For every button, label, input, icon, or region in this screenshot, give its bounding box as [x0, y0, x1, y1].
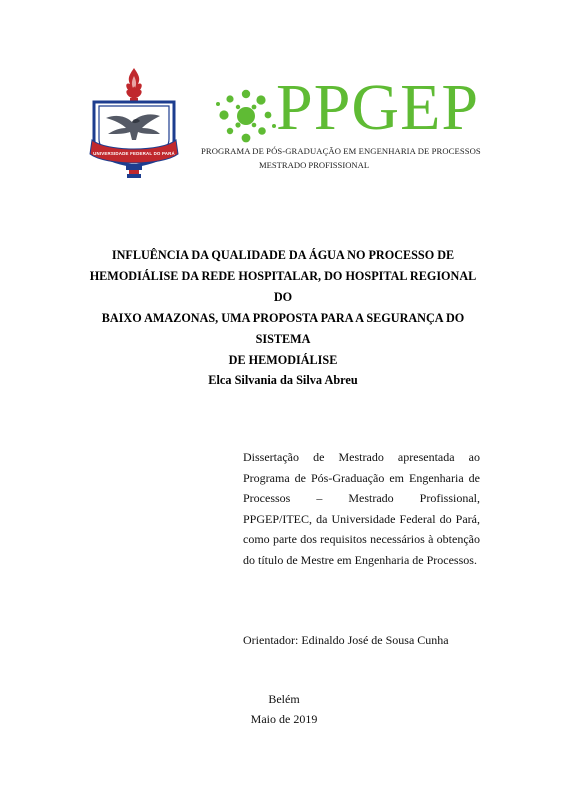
ppgep-dots-logo	[214, 84, 278, 148]
city: Belém	[268, 692, 300, 706]
title-line-3: BAIXO AMAZONAS, UMA PROPOSTA PARA A SEGURANÇA DO SISTEMA	[101, 311, 465, 346]
advisor-line: Orientador: Edinaldo José de Sousa Cunha	[243, 633, 449, 647]
ppgep-wordmark: PPGEP	[276, 71, 480, 144]
author-name: Elca Silvania da Silva Abreu	[208, 373, 358, 387]
program-name: PROGRAMA DE PÓS-GRADUAÇÃO EM ENGENHARIA DE PROCESSOS	[201, 146, 481, 156]
dissertation-description: Dissertação de Mestrado apresentada ao Programa de Pós-Graduação em Engenharia de Processos – Mestrado Profissional, PPGEP/ITEC, da Universidade Federal do Pará, como parte dos requisitos necessários à obtenção do título de Mestre em Engenharia de Processos.	[243, 450, 480, 567]
title-line-1: INFLUÊNCIA DA QUALIDADE DA ÁGUA NO PROCESSO DE	[111, 248, 455, 262]
date: Maio de 2019	[250, 712, 318, 726]
title-line-2: HEMODIÁLISE DA REDE HOSPITALAR, DO HOSPITAL REGIONAL DO	[89, 269, 477, 304]
dissertation-title	[86, 245, 480, 371]
program-level: MESTRADO PROFISSIONAL	[259, 160, 370, 170]
ufpa-seal-text: UNIVERSIDADE FEDERAL DO PARÁ	[93, 151, 175, 156]
ufpa-seal-logo	[86, 66, 182, 184]
title-line-4: DE HEMODIÁLISE	[228, 353, 338, 367]
